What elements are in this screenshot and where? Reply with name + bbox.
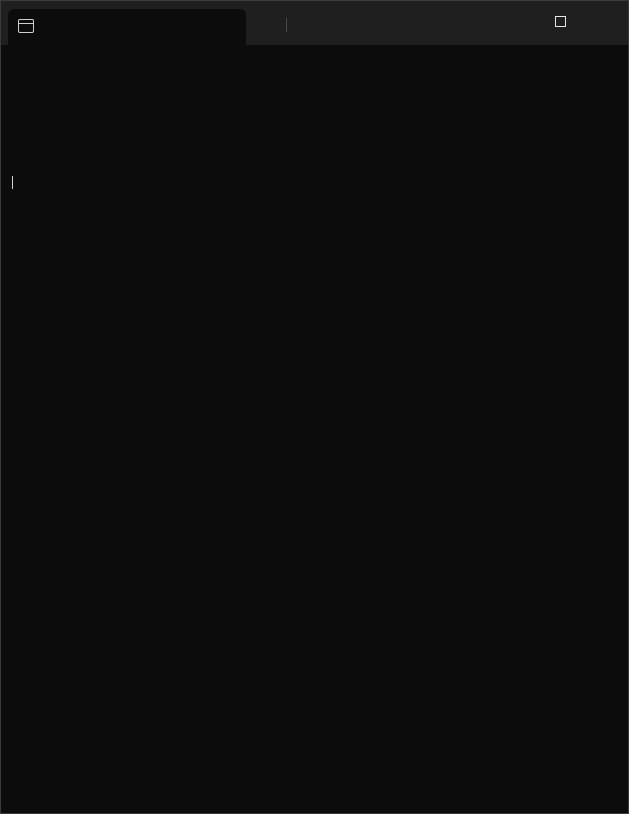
maximize-button[interactable] [537,1,583,41]
new-tab-button[interactable] [257,13,283,37]
minimize-button[interactable] [491,1,537,41]
console-output[interactable] [10,50,622,218]
titlebar-divider [286,18,287,32]
title-bar [1,1,628,45]
tab-console[interactable] [8,9,246,45]
close-window-button[interactable] [583,1,629,41]
terminal-icon [18,19,34,33]
maximize-icon [555,16,566,27]
text-cursor [12,176,13,189]
tab-close-icon[interactable] [218,15,238,35]
blank-line [10,134,622,148]
chevron-down-icon[interactable] [289,13,313,37]
prompt-line[interactable] [10,176,622,190]
